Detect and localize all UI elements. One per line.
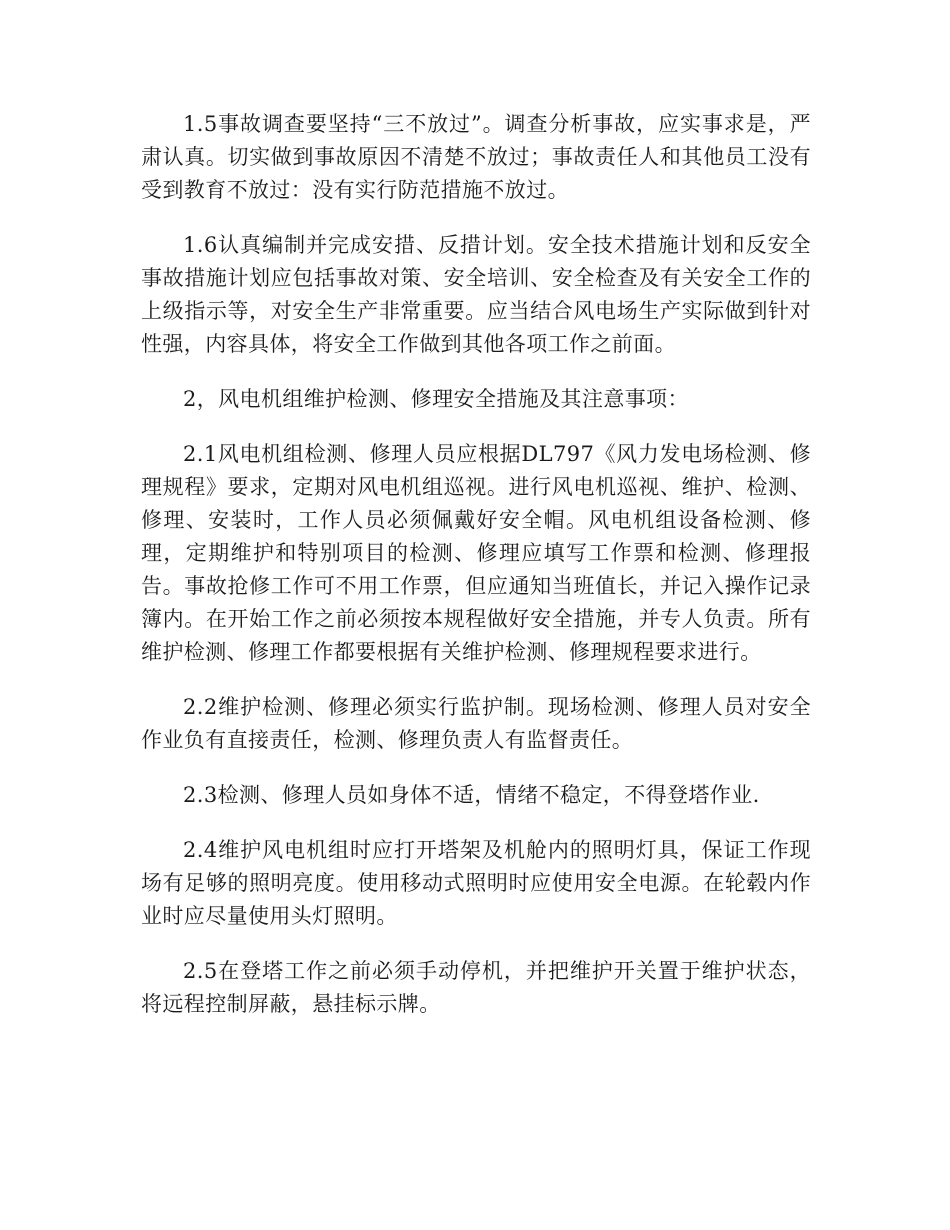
paragraph-1-6: 1.6认真编制并完成安措、反措计划。安全技术措施计划和反安全事故措施计划应包括事故对策、安全培训、安全检查及有关安全工作的上级指示等，对安全生产非常重要。应当结合风电场生产实际做到针对性强，内容具体，将安全工作做到其他各项工作之前面。 — [141, 233, 811, 356]
paragraph-2-5: 2.5在登塔工作之前必须手动停机，并把维护开关置于维护状态，将远程控制屏蔽，悬挂标示牌。 — [141, 959, 811, 1016]
paragraph-2-1: 2.1风电机组检测、修理人员应根据DL797《风力发电场检测、修理规程》要求，定期对风电机组巡视。进行风电机巡视、维护、检测、修理、安装时，工作人员必须佩戴好安全帽。风电机组设备检测、修理，定期维护和特别项目的检测、修理应填写工作票和检测、修理报告。事故抢修工作可不用工作票，但应通知当班值长，并记入操作记录簿内。在开始工作之前必须按本规程做好安全措施，并专人负责。所有维护检测、修理工作都要根据有关维护检测、修理规程要求进行。 — [141, 442, 811, 664]
paragraph-2-4: 2.4维护风电机组时应打开塔架及机舱内的照明灯具，保证工作现场有足够的照明亮度。使用移动式照明时应使用安全电源。在轮毂内作业时应尽量使用头灯照明。 — [141, 838, 811, 928]
paragraph-2-heading: 2，风电机组维护检测、修理安全措施及其注意事项： — [183, 387, 689, 411]
paragraph-2-3: 2.3检测、修理人员如身体不适，情绪不稳定，不得登塔作业. — [183, 783, 760, 807]
paragraph-1-5: 1.5事故调查要坚持“三不放过”。调查分析事故，应实事求是，严肃认真。切实做到事故原因不清楚不放过；事故责任人和其他员工没有受到教育不放过：没有实行防范措施不放过。 — [141, 112, 811, 202]
paragraph-2-2: 2.2维护检测、修理必须实行监护制。现场检测、修理人员对安全作业负有直接责任，检测、修理负责人有监督责任。 — [141, 695, 811, 752]
document-body — [141, 108, 811, 1043]
